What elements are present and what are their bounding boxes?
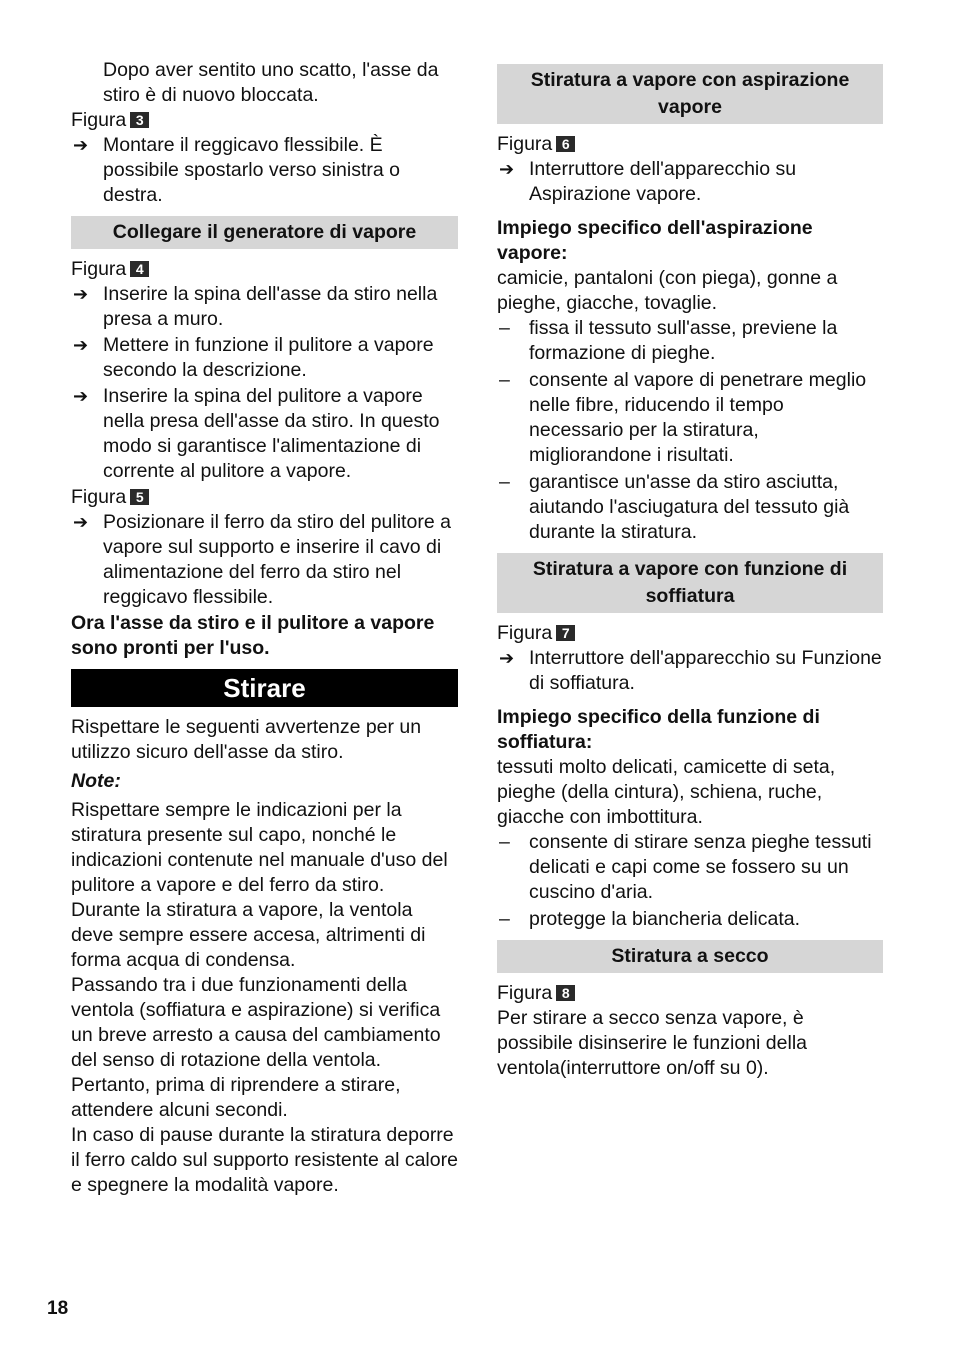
- dash-marker: –: [499, 369, 510, 391]
- bold-subheading: Impiego specifico dell'aspirazione vapore:: [497, 217, 813, 264]
- paragraph: In caso di pause durante la stiratura deporre il ferro caldo sul supporto resistente al calore e spegnere la modalità vapore.: [71, 1124, 458, 1196]
- dash-marker: –: [499, 908, 510, 930]
- instruction-step: [71, 133, 458, 208]
- section-heading: Stiratura a secco: [497, 940, 883, 973]
- arrow-icon: ➔: [73, 135, 89, 155]
- arrow-icon: ➔: [73, 335, 89, 355]
- figure-ref: [497, 132, 883, 157]
- arrow-icon: ➔: [73, 284, 89, 304]
- step-text: Interruttore dell'apparecchio su Funzione di soffiatura.: [529, 647, 882, 694]
- step-text: Inserire la spina dell'asse da stiro nella presa a muro.: [103, 283, 438, 330]
- figure-ref: [71, 108, 458, 133]
- arrow-icon: ➔: [499, 159, 515, 179]
- figure-ref: [71, 257, 458, 282]
- figure-label: Figura: [497, 622, 553, 644]
- paragraph: Per stirare a secco senza vapore, è possibile disinserire le funzioni della ventola(interruttore on/off su 0).: [497, 1007, 808, 1079]
- right-column: [497, 56, 883, 1081]
- figure-number: 4: [130, 261, 149, 277]
- step-text: Posizionare il ferro da stiro del pulitore a vapore sul supporto e inserire il cavo di alimentazione del ferro da stiro nel reggicavo flessibile.: [103, 511, 451, 608]
- step-text: Inserire la spina del pulitore a vapore nella presa dell'asse da stiro. In questo modo si garantisce l'alimentazione di corrente al pulitore a vapore.: [103, 385, 440, 482]
- dash-marker: –: [499, 831, 510, 853]
- figure-number: 3: [130, 112, 149, 128]
- section-heading: Collegare il generatore di vapore: [71, 216, 458, 249]
- figure-label: Figura: [71, 109, 127, 131]
- figure-label: Figura: [497, 982, 553, 1004]
- figure-ref: [497, 621, 883, 646]
- instruction-step: [71, 282, 458, 332]
- paragraph: Rispettare le seguenti avvertenze per un utilizzo sicuro dell'asse da stiro.: [71, 716, 422, 763]
- instruction-step: [71, 384, 458, 484]
- figure-label: Figura: [497, 133, 553, 155]
- paragraph: Rispettare sempre le indicazioni per la stiratura presente sul capo, nonché le indicazioni contenute nel manuale d'uso del pulitore a vapore e del ferro da stiro.: [71, 799, 448, 896]
- bullet-text: garantisce un'asse da stiro asciutta, aiutando l'asciugatura del tessuto già durante la stiratura.: [529, 471, 850, 543]
- instruction-step: [497, 157, 883, 207]
- arrow-icon: ➔: [73, 386, 89, 406]
- section-heading: Stiratura a vapore con funzione di soffiatura: [497, 553, 883, 613]
- bullet-text: protegge la biancheria delicata.: [529, 908, 801, 930]
- bullet-item: [497, 368, 883, 468]
- bullet-text: fissa il tessuto sull'asse, previene la formazione di pieghe.: [529, 317, 838, 364]
- bullet-item: [497, 316, 883, 366]
- arrow-icon: ➔: [499, 648, 515, 668]
- step-text: Montare il reggicavo flessibile. È possibile spostarlo verso sinistra o destra.: [103, 134, 400, 206]
- figure-number: 7: [556, 625, 575, 641]
- paragraph: Dopo aver sentito uno scatto, l'asse da stiro è di nuovo bloccata.: [103, 59, 439, 106]
- paragraph: Durante la stiratura a vapore, la ventola deve sempre essere accesa, altrimenti di forma acqua di condensa.: [71, 899, 426, 971]
- dash-marker: –: [499, 471, 510, 493]
- bold-subheading: Impiego specifico della funzione di soffiatura:: [497, 706, 820, 753]
- dash-marker: –: [499, 317, 510, 339]
- instruction-step: [71, 510, 458, 610]
- left-column: [71, 58, 458, 1198]
- bullet-item: [497, 830, 883, 905]
- step-text: Mettere in funzione il pulitore a vapore secondo la descrizione.: [103, 334, 434, 381]
- page-number: 18: [47, 1298, 69, 1319]
- bullet-text: consente al vapore di penetrare meglio nelle fibre, riducendo il tempo necessario per la stiratura, migliorandone i risultati.: [529, 369, 867, 466]
- paragraph: camicie, pantaloni (con piega), gonne a pieghe, giacche, tovaglie.: [497, 267, 838, 314]
- figure-label: Figura: [71, 486, 127, 508]
- note-label: Note:: [71, 770, 121, 792]
- paragraph: tessuti molto delicati, camicette di seta, pieghe (della cintura), schiena, ruche, giacche con imbottitura.: [497, 756, 836, 828]
- section-heading: Stiratura a vapore con aspirazione vapore: [497, 64, 883, 124]
- figure-ref: [497, 981, 883, 1006]
- figure-ref: [71, 485, 458, 510]
- paragraph: Passando tra i due funzionamenti della ventola (soffiatura e aspirazione) si verifica un breve arresto a causa del cambiamento del senso di rotazione della ventola. Pertanto, prima di riprendere a stirare, attendere alcuni secondi.: [71, 974, 441, 1121]
- chapter-heading: Stirare: [71, 669, 458, 707]
- bullet-text: consente di stirare senza pieghe tessuti delicati e capi come se fossero su un cuscino d'aria.: [529, 831, 872, 903]
- instruction-step: [497, 646, 883, 696]
- bullet-item: [497, 907, 883, 932]
- bullet-item: [497, 470, 883, 545]
- figure-label: Figura: [71, 258, 127, 280]
- figure-number: 5: [130, 489, 149, 505]
- instruction-step: [71, 333, 458, 383]
- figure-number: 6: [556, 136, 575, 152]
- arrow-icon: ➔: [73, 512, 89, 532]
- bold-statement: Ora l'asse da stiro e il pulitore a vapore sono pronti per l'uso.: [71, 612, 435, 659]
- figure-number: 8: [556, 985, 575, 1001]
- step-text: Interruttore dell'apparecchio su Aspirazione vapore.: [529, 158, 797, 205]
